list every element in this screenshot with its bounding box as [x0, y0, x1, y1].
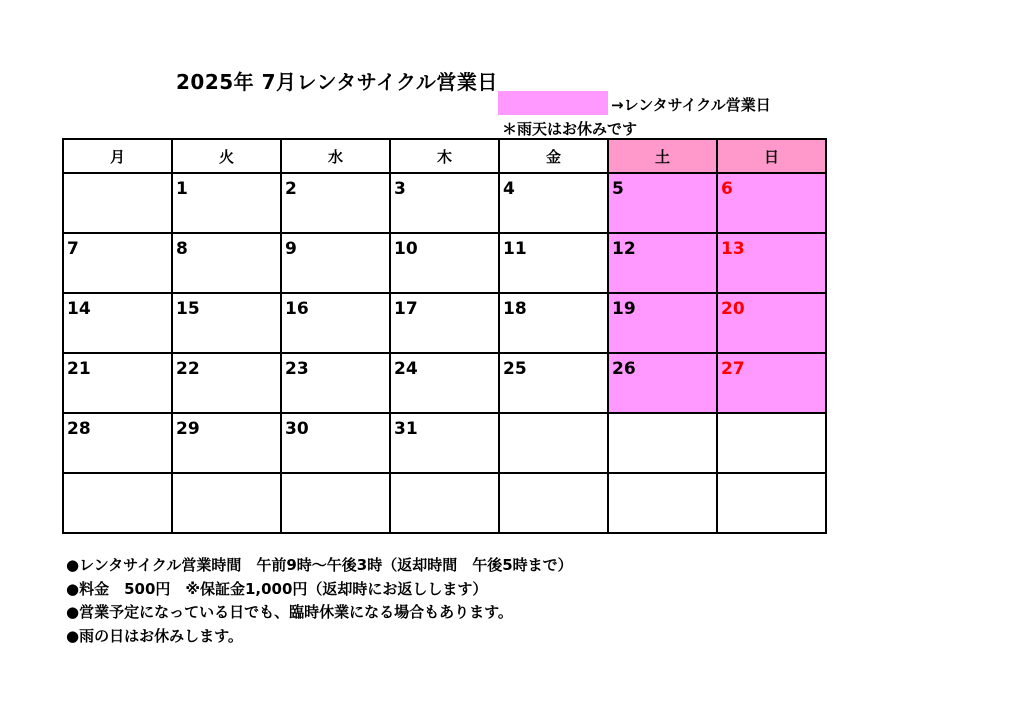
weekday-header-sun: 日 [717, 139, 826, 173]
calendar-day-cell [499, 473, 608, 533]
calendar-day-cell [717, 413, 826, 473]
business-day-cell: 6 [717, 173, 826, 233]
calendar-day-cell: 31 [390, 413, 499, 473]
calendar-day-cell: 28 [63, 413, 172, 473]
info-fee: ●料金 500円 ※保証金1,000円（返却時にお返しします） [66, 579, 488, 598]
business-day-cell: 5 [608, 173, 717, 233]
calendar-day-cell [608, 413, 717, 473]
calendar-day-cell: 7 [63, 233, 172, 293]
calendar-day-cell: 14 [63, 293, 172, 353]
info-rain-notice: ●雨の日はお休みします。 [66, 626, 243, 645]
calendar-day-cell: 9 [281, 233, 390, 293]
calendar-week-row [63, 293, 826, 353]
business-day-cell: 26 [608, 353, 717, 413]
calendar-day-cell: 25 [499, 353, 608, 413]
calendar-day-cell: 23 [281, 353, 390, 413]
business-day-cell: 12 [608, 233, 717, 293]
weekday-header-thu: 木 [390, 139, 499, 173]
legend-color-swatch [498, 91, 608, 115]
calendar-week-row [63, 173, 826, 233]
calendar-day-cell [608, 473, 717, 533]
calendar-day-cell: 15 [172, 293, 281, 353]
calendar-day-cell: 24 [390, 353, 499, 413]
info-closure-notice: ●営業予定になっている日でも、臨時休業になる場合もあります。 [66, 603, 513, 621]
calendar-week-row [63, 473, 826, 533]
calendar-day-cell: 1 [172, 173, 281, 233]
calendar-day-cell: 21 [63, 353, 172, 413]
calendar-week-row [63, 353, 826, 413]
rain-note: ＊雨天はお休みです [502, 120, 638, 138]
calendar-week-row [63, 233, 826, 293]
calendar-day-cell: 29 [172, 413, 281, 473]
weekday-header-row [63, 139, 826, 173]
business-day-cell: 27 [717, 353, 826, 413]
calendar-day-cell [499, 413, 608, 473]
calendar-day-cell: 8 [172, 233, 281, 293]
calendar-day-cell: 30 [281, 413, 390, 473]
calendar-day-cell [281, 473, 390, 533]
weekday-header-tue: 火 [172, 139, 281, 173]
business-day-cell: 19 [608, 293, 717, 353]
calendar-day-cell: 18 [499, 293, 608, 353]
business-day-cell: 20 [717, 293, 826, 353]
calendar-week-row [63, 413, 826, 473]
calendar-day-cell [63, 173, 172, 233]
calendar-day-cell: 3 [390, 173, 499, 233]
info-hours: ●レンタサイクル営業時間 午前9時～午後3時（返却時間 午後5時まで） [66, 556, 573, 574]
calendar-day-cell [717, 473, 826, 533]
info-notes [66, 554, 573, 648]
calendar-day-cell [390, 473, 499, 533]
calendar-table [62, 138, 827, 534]
calendar-day-cell [63, 473, 172, 533]
calendar-day-cell [172, 473, 281, 533]
calendar-day-cell: 4 [499, 173, 608, 233]
calendar-day-cell: 10 [390, 233, 499, 293]
weekday-header-sat: 土 [608, 139, 717, 173]
weekday-header-mon: 月 [63, 139, 172, 173]
weekday-header-fri: 金 [499, 139, 608, 173]
legend-label: →レンタサイクル営業日 [611, 96, 771, 114]
calendar-day-cell: 11 [499, 233, 608, 293]
calendar-day-cell: 22 [172, 353, 281, 413]
calendar-day-cell: 2 [281, 173, 390, 233]
calendar-day-cell: 17 [390, 293, 499, 353]
weekday-header-wed: 水 [281, 139, 390, 173]
business-day-cell: 13 [717, 233, 826, 293]
calendar-day-cell: 16 [281, 293, 390, 353]
page-title: 2025年 7月レンタサイクル営業日 [176, 70, 498, 94]
